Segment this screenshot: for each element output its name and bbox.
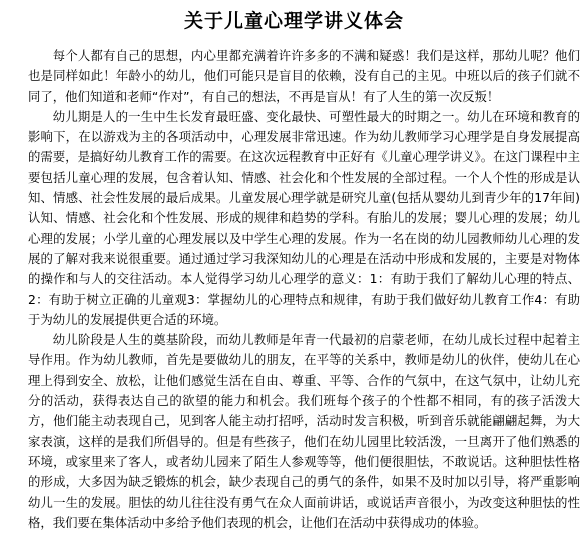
paragraph-2: 幼儿期是人的一生中生长发育最旺盛、变化最快、可塑性最大的时期之一。幼儿在环境和教育的影响下，在以游戏为主的各项活动中，心理发展非常迅速。作为幼儿教师学习心理学是自身发展提高的需要，是搞好幼儿教育工作的需要。在这次远程教育中正好有《儿童心理学讲义》。在这门课程中主要包括儿童心理的发展，包含着认知、情感、社会化和个性发展的全部过程。一个人个性的形成是认知、情感、社会性发展的最后成果。儿童发展心理学就是研究儿童(包括从婴幼儿到青少年的17年间)认知、情感、社会化和个性发展、形成的规律和趋势的学科。有胎儿的发展；婴儿心理的发展；幼儿心理的发展；小学儿童的心理发展以及中学生心理的发展。作为一名在岗的幼儿园教师幼儿心理的发展的了解对我来说很重要。通过通过学习我深知幼儿的心理是在活动中形成和发展的，主要是对物体的操作和与人的交往活动。本人觉得学习幼儿心理学的意义：1：有助于我们了解幼儿心理的特点、2：有助于树立正确的儿童观3：掌握幼儿的心理特点和规律，有助于我们做好幼儿教育工作4：有助于为幼儿的发展提供更合适的环境。: [28, 108, 580, 327]
document-title: 关于儿童心理学讲义体会: [183, 10, 404, 32]
paragraph-1: 每个人都有自己的思想，内心里都充满着许许多多的不满和疑惑！我们是这样，那幼儿呢？他们也是同样如此！年龄小的幼儿，他们可能只是盲目的依赖，没有自己的主见。中班以后的孩子们就不同了，他们知道和老师“作对”，有自己的想法，不再是盲从！有了人生的第一次反叛！: [28, 48, 580, 104]
document-body: [28, 46, 580, 533]
paragraph-3: 幼儿阶段是人生的奠基阶段，而幼儿教师是年青一代最初的启蒙老师，在幼儿成长过程中起着主导作用。作为幼儿教师，首先是要做幼儿的朋友，在平等的关系中，教师是幼儿的伙伴，使幼儿在心理上得到安全、放松，让他们感觉生活在自由、尊重、平等、合作的气氛中，在这气氛中，让幼儿充分的活动，获得表达自己的欲望的能力和机会。我们班每个孩子的个性都不相同，有的孩子活泼大方，他们能主动表现自己，见到客人能主动打招呼，活动时发言积极，听到音乐就能翩翩起舞，为大家表演，这样的是我们所倡导的。但是有些孩子，他们在幼儿园里比较活泼，一旦离开了他们熟悉的环境，或家里来了客人，或者幼儿园来了陌生人参观等等，他们便很胆怯，不敢说话。这种胆怯性格的形成，大多因为缺乏锻炼的机会，缺少表现自己的勇气的条件，如果不及时加以引导，将严重影响幼儿一生的发展。胆怯的幼儿往往没有勇气在众人面前讲话，或说话声音很小，为改变这种胆怯的性格，我们要在集体活动中多给予他们表现的机会，让他们在活动中获得成功的体验。: [28, 332, 580, 530]
